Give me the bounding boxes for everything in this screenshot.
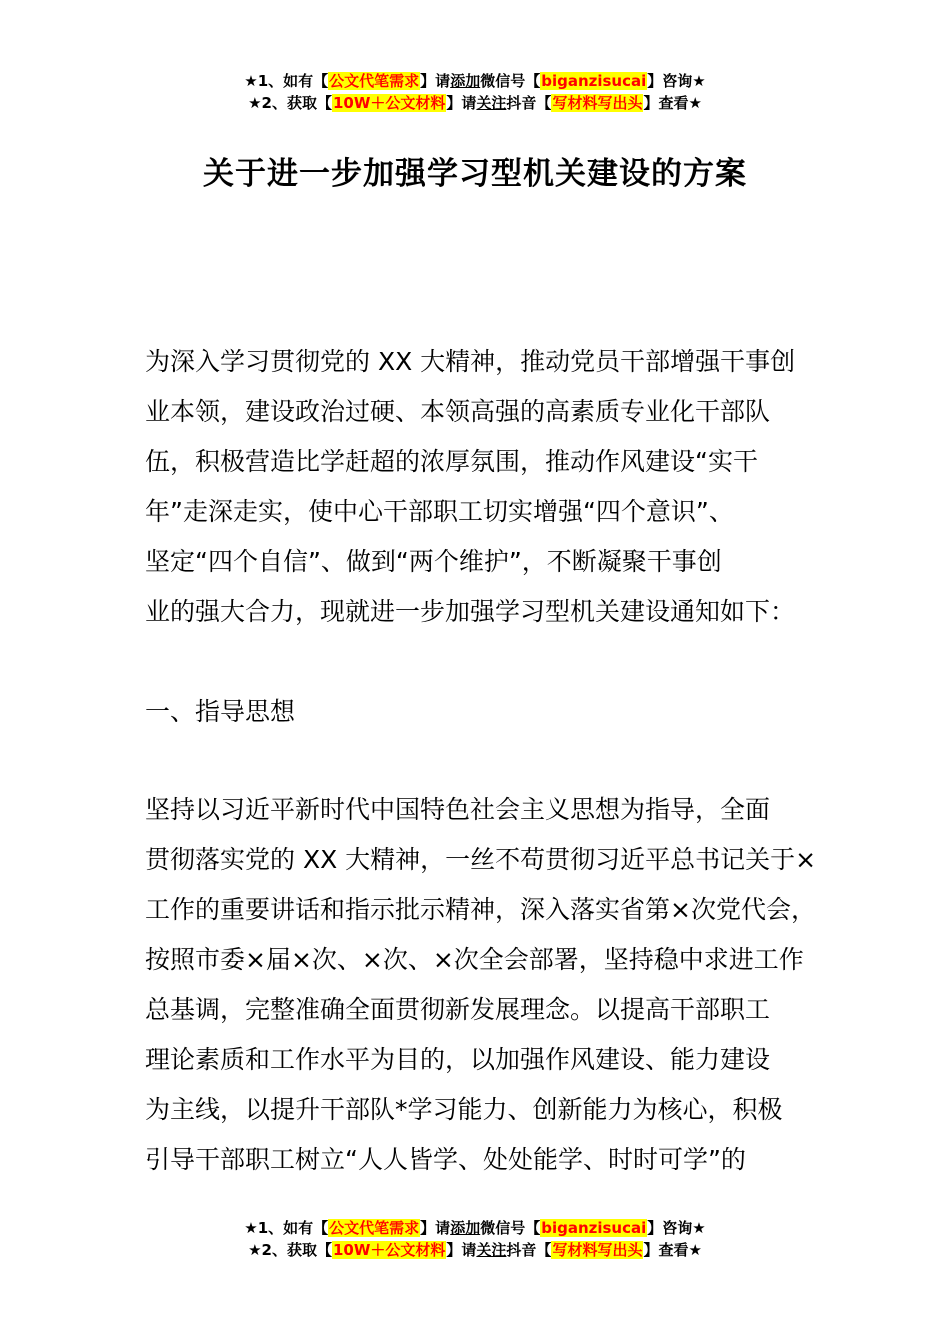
footer-banner (0, 1217, 950, 1261)
text-line: 年”走深走实，使中心干部职工切实增强“四个意识”、 (145, 497, 734, 526)
highlight-service: 公文代笔需求 (329, 1219, 420, 1237)
text-line: 业的强大合力，现就进一步加强学习型机关建设通知如下： (145, 597, 796, 626)
highlight-douyin-id: 写材料写出头 (552, 94, 643, 112)
banner-line-2: ★2、获取【10W＋公文材料】请关注抖音【写材料写出头】查看★ (248, 94, 702, 112)
text-line: 坚定“四个自信”、做到“两个维护”，不断凝聚干事创 (145, 547, 722, 576)
text-line: 工作的重要讲话和指示批示精神，深入落实省第×次党代会， (145, 895, 816, 924)
text-line: 为深入学习贯彻党的 XX 大精神，推动党员干部增强干事创 (145, 347, 796, 376)
banner-line-1: ★1、如有【公文代笔需求】请添加微信号【biganzisucai】咨询★ (244, 72, 706, 90)
highlight-douyin-id: 写材料写出头 (552, 1241, 643, 1259)
text-line: 贯彻落实党的 XX 大精神，一丝不苟贯彻习近平总书记关于× (145, 845, 817, 874)
section-heading: 一、指导思想 (145, 697, 296, 726)
highlight-service: 公文代笔需求 (329, 72, 420, 90)
text-line: 业本领，建设政治过硬、本领高强的高素质专业化干部队 (145, 397, 771, 426)
text-line: 伍，积极营造比学赶超的浓厚氛围，推动作风建设“实干 (145, 447, 758, 476)
text-line: 总基调，完整准确全面贯彻新发展理念。以提高干部职工 (145, 995, 771, 1024)
text-line: 引导干部职工树立“人人皆学、处处能学、时时可学”的 (145, 1145, 746, 1174)
highlight-wechat-id: biganzisucai (541, 72, 647, 90)
header-banner (0, 70, 950, 114)
text-line: 为主线，以提升干部队*学习能力、创新能力为核心，积极 (145, 1095, 783, 1124)
highlight-wechat-id: biganzisucai (541, 1219, 647, 1237)
banner-line-2: ★2、获取【10W＋公文材料】请关注抖音【写材料写出头】查看★ (248, 1241, 702, 1259)
text-line: 理论素质和工作水平为目的，以加强作风建设、能力建设 (145, 1045, 771, 1074)
highlight-materials: 10W＋公文材料 (332, 94, 446, 112)
document-title: 关于进一步加强学习型机关建设的方案 (203, 156, 747, 192)
guiding-thought-paragraph (145, 785, 835, 1185)
text-line: 按照市委×届×次、×次、×次全会部署，坚持稳中求进工作 (145, 945, 804, 974)
banner-line-1: ★1、如有【公文代笔需求】请添加微信号【biganzisucai】咨询★ (244, 1219, 706, 1237)
intro-paragraph (145, 337, 835, 637)
text-line: 坚持以习近平新时代中国特色社会主义思想为指导，全面 (145, 795, 771, 824)
highlight-materials: 10W＋公文材料 (332, 1241, 446, 1259)
